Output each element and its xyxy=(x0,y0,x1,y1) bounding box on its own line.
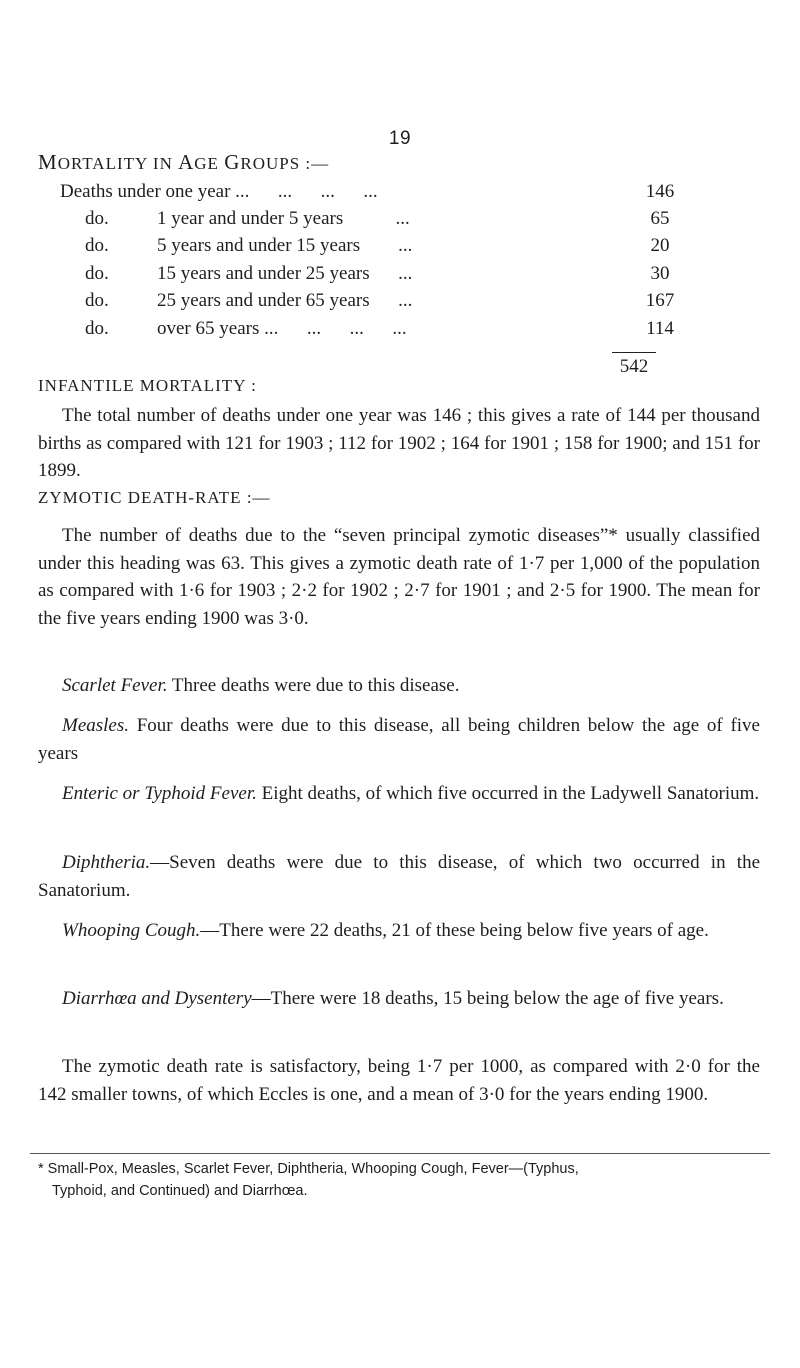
row-description: 1 year and under 5 years ... xyxy=(157,208,410,229)
disease-name: Whooping Cough. xyxy=(62,920,201,941)
page-number: 19 xyxy=(388,128,412,149)
footnote-divider xyxy=(30,1153,770,1154)
disease-name: Enteric or Typhoid Fever. xyxy=(62,783,257,804)
disease-paragraph-measles: Measles. Four deaths were due to this disease, all being children below the age of five years xyxy=(38,715,760,764)
disease-name: Diphtheria. xyxy=(62,852,151,873)
table-row xyxy=(60,290,700,316)
disease-paragraph-enteric: Enteric or Typhoid Fever. Eight deaths, of which five occurred in the Ladywell Sanatorium. xyxy=(62,783,760,804)
row-value: 167 xyxy=(645,290,675,311)
disease-name: Measles. xyxy=(62,715,130,736)
disease-paragraph-diphtheria: Diphtheria.—Seven deaths were due to this disease, of which two occurred in the Sanatorium. xyxy=(38,852,760,901)
row-description: 5 years and under 15 years ... xyxy=(157,235,413,256)
row-label: do. xyxy=(85,208,109,229)
row-label: do. xyxy=(85,263,109,284)
table-row xyxy=(60,208,700,234)
table-row xyxy=(60,181,700,207)
mortality-age-groups-heading: MORTALITY IN AGE GROUPS :— xyxy=(38,150,330,174)
row-description: 15 years and under 25 years ... xyxy=(157,263,413,284)
footnote xyxy=(38,1158,768,1202)
zymotic-paragraph: The number of deaths due to the “seven principal zymotic diseases”* usually classified under this heading was 63. This gives a zymotic death rate of 1·7 per 1,000 of the population as compared with 1·6 for 1903 ; 2·2 for 1902 ; 2·7 for 1901 ; and 2·5 for 1900. The mean for the five years ending 1900 was 3·0. xyxy=(38,525,760,629)
zymotic-death-rate-heading: ZYMOTIC DEATH-RATE :— xyxy=(38,488,271,507)
row-value: 146 xyxy=(645,181,675,202)
disease-paragraph-diarrhoea: Diarrhœa and Dysentery—There were 18 deaths, 15 being below the age of five years. xyxy=(62,988,724,1009)
row-label: do. xyxy=(85,318,109,339)
row-label: do. xyxy=(85,290,109,311)
row-label-and-description: Deaths under one year ... ... ... ... xyxy=(60,181,378,202)
infantile-mortality-heading: INFANTILE MORTALITY : xyxy=(38,376,257,395)
row-value: 20 xyxy=(650,235,670,256)
footnote-line-1: * Small-Pox, Measles, Scarlet Fever, Diphtheria, Whooping Cough, Fever—(Typhus, xyxy=(38,1161,579,1177)
table-total: 542 xyxy=(619,356,649,377)
disease-paragraph-scarlet-fever: Scarlet Fever. Three deaths were due to this disease. xyxy=(62,675,460,696)
table-row xyxy=(60,235,700,261)
row-value: 114 xyxy=(646,318,674,339)
table-row xyxy=(60,318,700,344)
disease-name: Diarrhœa and Dysentery xyxy=(62,988,252,1009)
row-value: 30 xyxy=(650,263,670,284)
footnote-line-2: Typhoid, and Continued) and Diarrhœa. xyxy=(52,1183,308,1199)
row-value: 65 xyxy=(650,208,670,229)
disease-paragraph-whooping-cough: Whooping Cough.—There were 22 deaths, 21 of these being below five years of age. xyxy=(62,920,709,941)
row-label: do. xyxy=(85,235,109,256)
summary-paragraph: The zymotic death rate is satisfactory, being 1·7 per 1000, as compared with 2·0 for the 142 smaller towns, of which Eccles is one, and a mean of 3·0 for the years ending 1900. xyxy=(38,1056,760,1105)
row-description: 25 years and under 65 years ... xyxy=(157,290,413,311)
disease-name: Scarlet Fever. xyxy=(62,675,168,696)
row-description: over 65 years ... ... ... ... xyxy=(157,318,407,339)
infantile-mortality-paragraph: The total number of deaths under one year was 146 ; this gives a rate of 144 per thousand births as compared with 121 for 1903 ; 112 for 1902 ; 164 for 1901 ; 158 for 1900; and 151 for 1899. xyxy=(38,405,760,481)
table-row xyxy=(60,263,700,289)
total-rule xyxy=(612,352,656,353)
